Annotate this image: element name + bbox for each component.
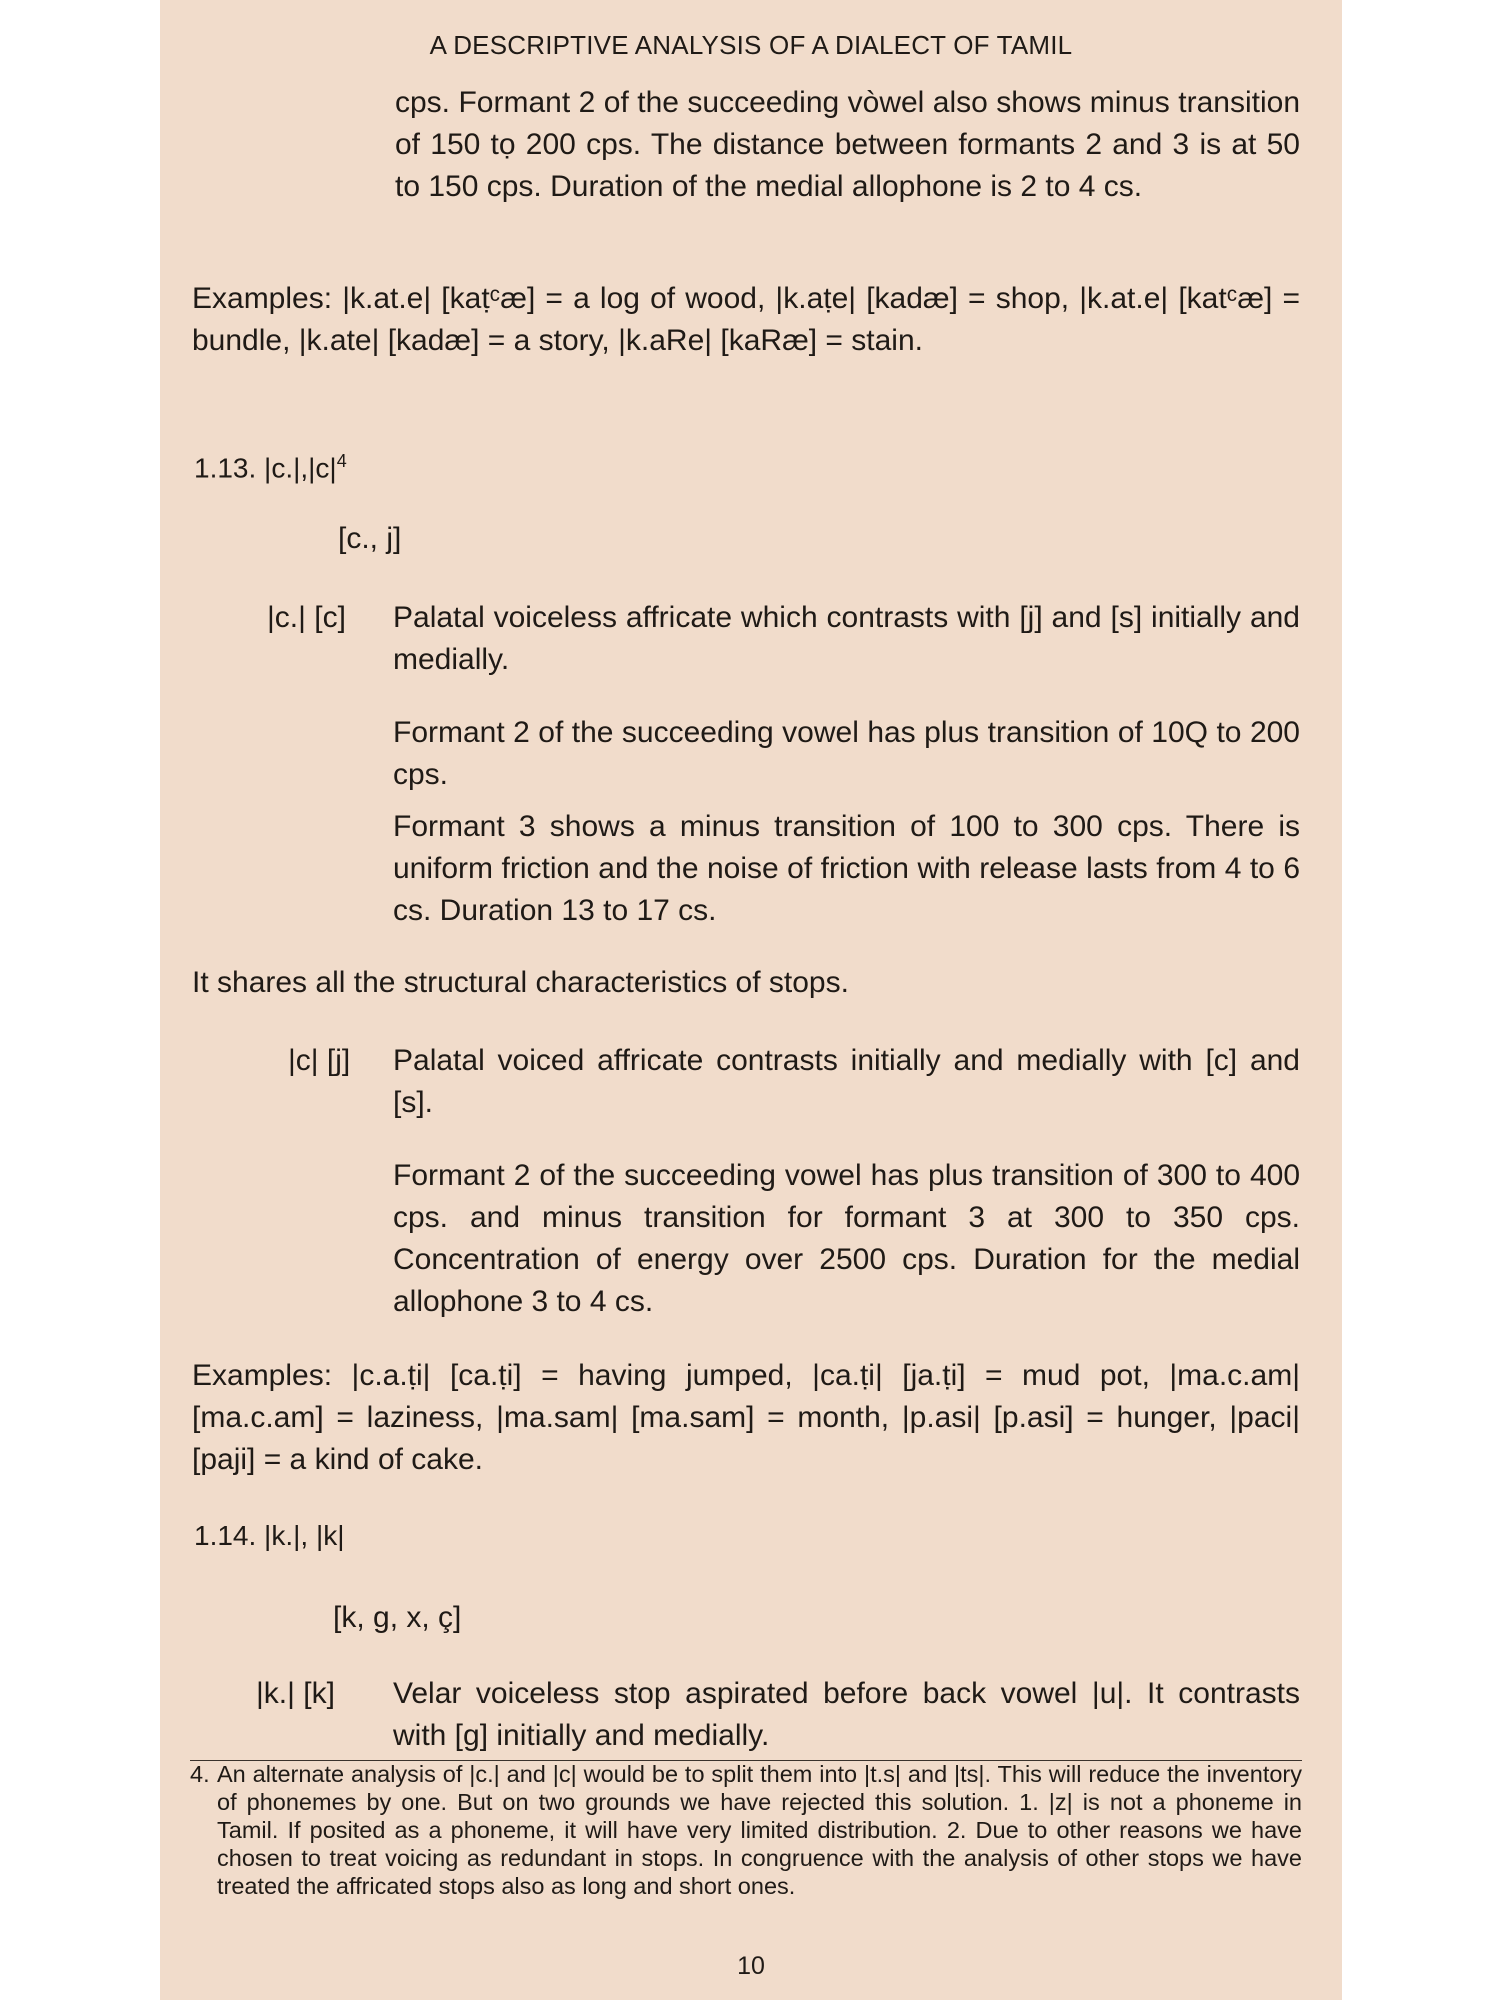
footnote-mark: 4 — [336, 451, 347, 471]
book-page — [160, 0, 1342, 2000]
page-number: 10 — [737, 1952, 765, 1980]
section-heading-1-14: 1.14. |k.|, |k| — [194, 1520, 345, 1551]
formant2-c: Formant 2 of the succeeding vowel has plus transition of 300 to 400 cps. and minus transition for formant 3 at 300 to 350 cps. Concentration of energy over 2500 cps. Duration for the medial allophone 3 to 4 cs. — [393, 1159, 1300, 1318]
footnote-number: 4. — [190, 1761, 210, 1787]
examples-label: Examples: — [192, 1359, 333, 1392]
section-heading-1-13: 1.13. $|c.|,|c|^4$ — [194, 451, 347, 484]
paragraph-formant-continuation: cps. Formant 2 of the succeeding vòwel also shows minus transition of 150 tọ 200 cps. The distance between formants 2 and 3 is at 50 to 150 cps. Duration of the medial allophone is 2 to 4 cs. — [395, 86, 1300, 203]
desc-k-dot: Velar voiceless stop aspirated before back vowel |u|. It contrasts with [g] initially and medially. — [393, 1677, 1300, 1752]
formant3-c-dot: Formant 3 shows a minus transition of 100 to 300 cps. There is uniform friction and the noise of friction with release lasts from 4 to 6 cs. Duration 13 to 17 cs. — [393, 810, 1300, 927]
phoneme-label-c-dot: |c.| [c] — [267, 601, 346, 634]
examples-affricates — [192, 1355, 1300, 1481]
shares-statement: It shares all the structural characteristics of stops. — [192, 966, 849, 999]
desc-c-dot: Palatal voiceless affricate which contrasts with [j] and [s] initially and medially. — [393, 601, 1300, 676]
examples-label: Examples: — [192, 282, 333, 315]
allophones-k: [k, g, x, ç] — [333, 1601, 462, 1634]
phoneme-label-c: |c| [j] — [288, 1044, 351, 1077]
examples-text: |c.a.ṭi| [ca.ṭi] = having jumped, |ca.ṭi| [ja.ṭi] = mud pot, |ma.c.am| [ma.c.am] = laziness, |ma.sam| [ma.sam] = month, |p.asi| [p.asi] = hunger, |paci| [paji] = a kind of cake. — [192, 1359, 1300, 1476]
examples-text: |k.at.e| [kaṭᶜæ] = a log of wood, |k.aṭe| [kadæ] = shop, |k.at.e| [katᶜæ] = bundle, |k.ate| [kadæ] = a story, |k.aRe| [kaRæ] = stain. — [192, 282, 1300, 357]
phoneme-label-k-dot: |k.| [k] — [256, 1677, 335, 1710]
formant2-c-dot: Formant 2 of the succeeding vowel has plus transition of 10Q to 200 cps. — [393, 716, 1300, 791]
examples-stops — [192, 278, 1300, 362]
allophones-c: [c., j] — [338, 522, 402, 555]
desc-c: Palatal voiced affricate contrasts initially and medially with [c] and [s]. — [393, 1044, 1300, 1119]
footnote-text: An alternate analysis of |c.| and |c| would be to split them into |t.s| and |ts|. This will reduce the inventory of phonemes by one. But on two grounds we have rejected this solution. 1. |z| is not a phoneme in Tamil. If posited as a phoneme, it will have very limited distribution. 2. Due to other reasons we have chosen to treat voicing as redundant in stops. In congruence with the analysis of other stops we have treated the affricated stops also as long and short ones. — [217, 1761, 1302, 1899]
footnote-4 — [190, 1760, 1302, 1900]
running-header: A DESCRIPTIVE ANALYSIS OF A DIALECT OF TAMIL — [429, 30, 1073, 60]
